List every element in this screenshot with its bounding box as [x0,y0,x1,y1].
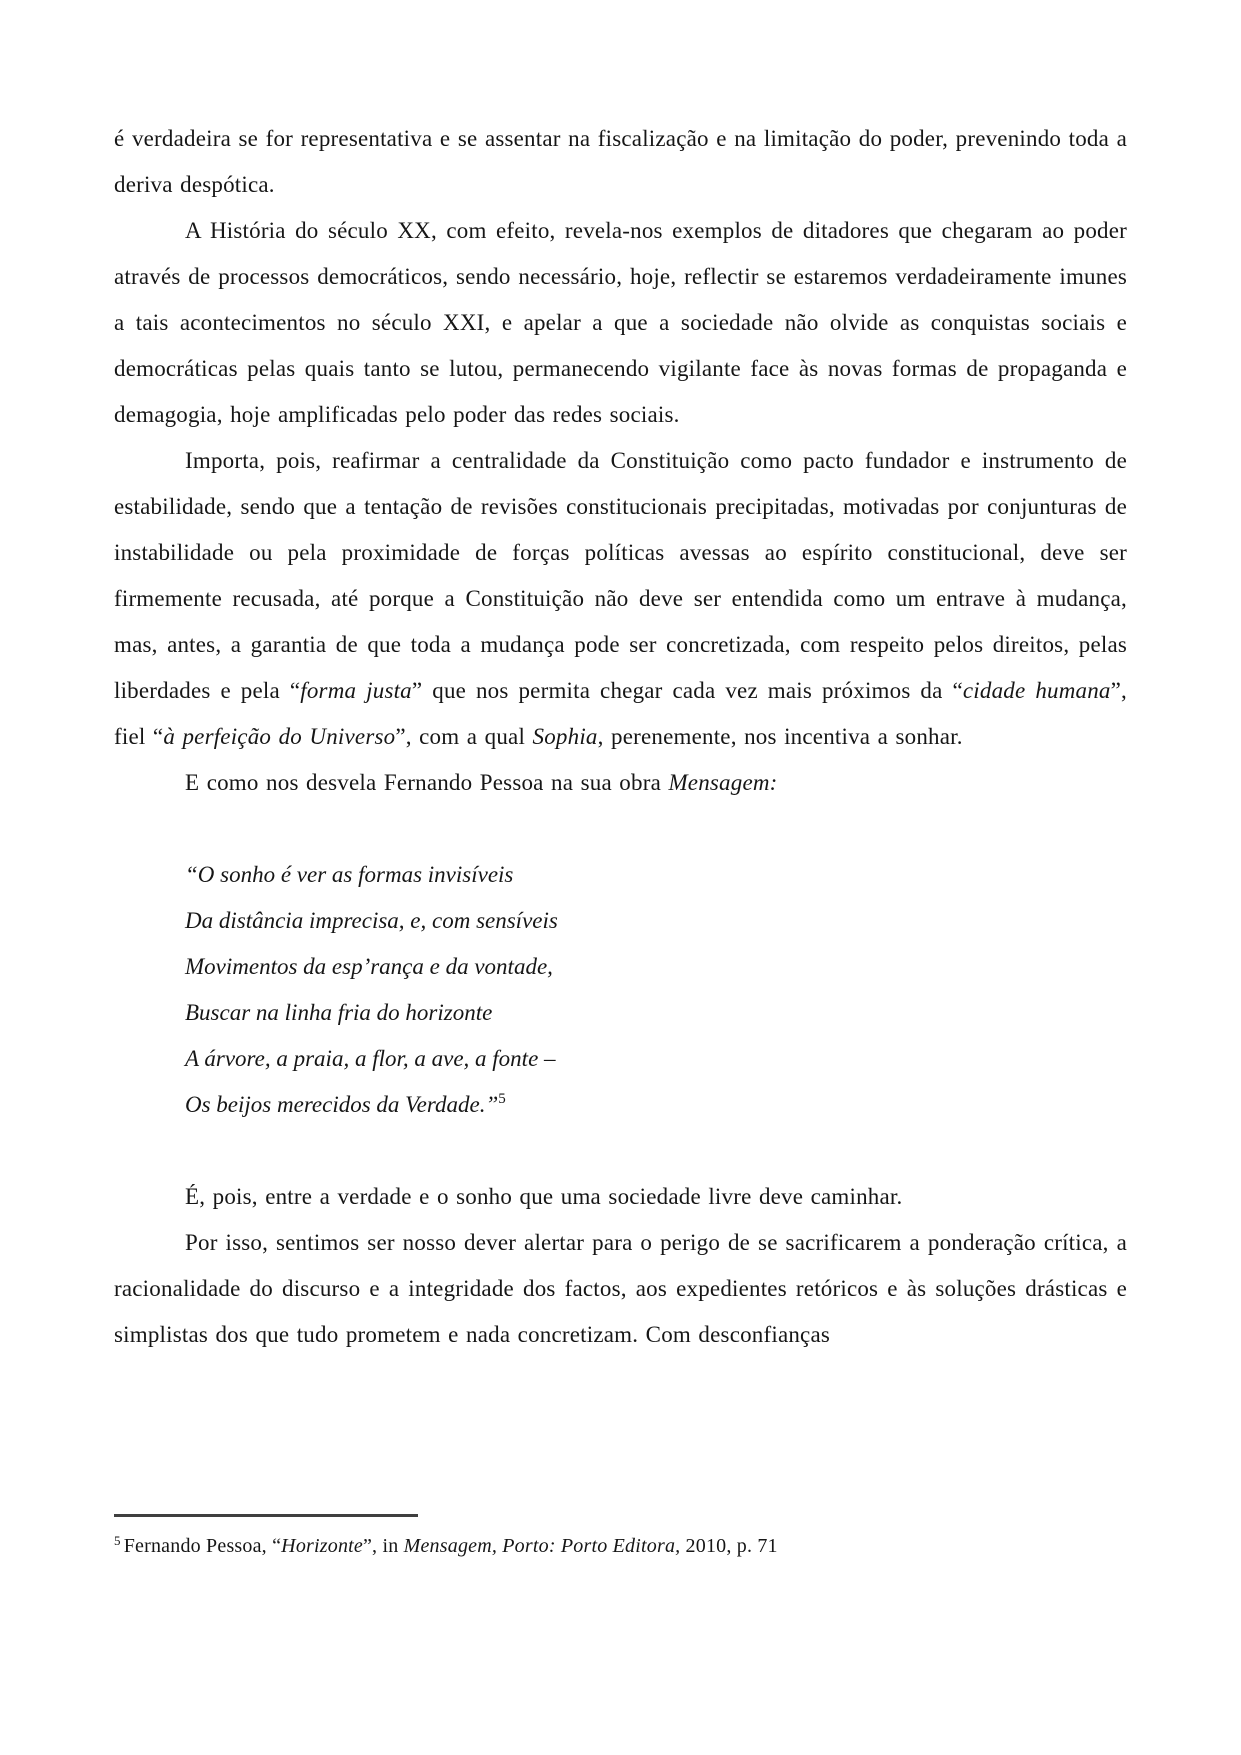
poem-line: “O sonho é ver as formas invisíveis [185,862,514,887]
paragraph-verdade-sonho [114,1174,1127,1220]
footnote-reference: 5 [498,1091,506,1107]
paragraph-continuation [114,116,1127,208]
text-segment: Fernando Pessoa, “ [123,1535,282,1557]
poem-line: Da distância imprecisa, e, com sensíveis [185,908,558,933]
text-segment-italic: forma justa [300,678,412,703]
paragraph-pessoa-intro [114,760,1127,806]
poem-line-text: Os beijos merecidos da Verdade.” [185,1092,499,1117]
text-segment: ” que nos permita chegar cada vez mais próximos da “ [411,678,963,703]
text-segment-italic: Mensagem: [668,770,778,795]
poem-line: Buscar na linha fria do horizonte [185,1000,493,1025]
text-segment: ”, fiel “ [114,678,1127,749]
footnote-marker: 5 [114,1533,121,1548]
poem-line: A árvore, a praia, a flor, a ave, a fonte – [185,1046,556,1071]
poem-quotation [185,852,1127,1128]
text-segment: ”, in [362,1535,404,1557]
footnote-area [114,1514,1127,1561]
text-segment-italic: Sophia [532,724,598,749]
text-segment: É, pois, entre a verdade e o sonho que uma sociedade livre deve caminhar. [185,1184,903,1209]
text-segment: E como nos desvela Fernando Pessoa na sua obra [185,770,669,795]
text-segment: ”, com a qual [395,724,533,749]
footnote-text [114,1531,1127,1561]
text-segment-italic: cidade humana [962,678,1111,703]
body-text [114,116,1127,1358]
text-segment: , perenemente, nos incentiva a sonhar. [597,724,963,749]
text-segment: Importa, pois, reafirmar a centralidade da Constituição como pacto fundador e instrumento de estabilidade, sendo que a tentação de revisões constitucionais precipitadas, motivadas por conjunturas de instabilidade ou pela proximidade de forças políticas avessas ao espírito constitucional, deve ser firmemente recusada, até porque a Constituição não deve ser entendida como um entrave à mudança, mas, antes, a garantia de que toda a mudança pode ser concretizada, com respeito pelos direitos, pelas liberdades e pela “ [114,448,1127,703]
text-segment: 2010, p. 71 [680,1535,778,1557]
text-segment-italic: Horizonte [281,1535,363,1557]
text-segment: Por isso, sentimos ser nosso dever alertar para o perigo de se sacrificarem a ponderação crítica, a racionalidade do discurso e a integridade dos factos, aos expedientes retóricos e às soluções drásticas e simplistas dos que tudo prometem e nada concretizam. Com desconfianças [114,1230,1127,1347]
text-segment: A História do século XX, com efeito, revela-nos exemplos de ditadores que chegaram ao poder através de processos democráticos, sendo necessário, hoje, reflectir se estaremos verdadeiramente imunes a tais acontecimentos no século XXI, e apelar a que a sociedade não olvide as conquistas sociais e democráticas pelas quais tanto se lutou, permanecendo vigilante face às novas formas de propaganda e demagogia, hoje amplificadas pelo poder das redes sociais. [114,218,1127,427]
poem-line: Movimentos da esp’rança e da vontade, [185,954,553,979]
footnote-separator-rule [114,1514,418,1517]
paragraph-historia [114,208,1127,438]
text-segment-italic: Mensagem, Porto: Porto Editora, [403,1535,681,1557]
paragraph-por-isso [114,1220,1127,1358]
poem-line-last [185,1082,1127,1128]
text-segment: é verdadeira se for representativa e se assentar na fiscalização e na limitação do poder, prevenindo toda a deriva despótica. [114,126,1127,197]
text-segment-italic: à perfeição do Universo [163,724,396,749]
paragraph-constituicao [114,438,1127,760]
